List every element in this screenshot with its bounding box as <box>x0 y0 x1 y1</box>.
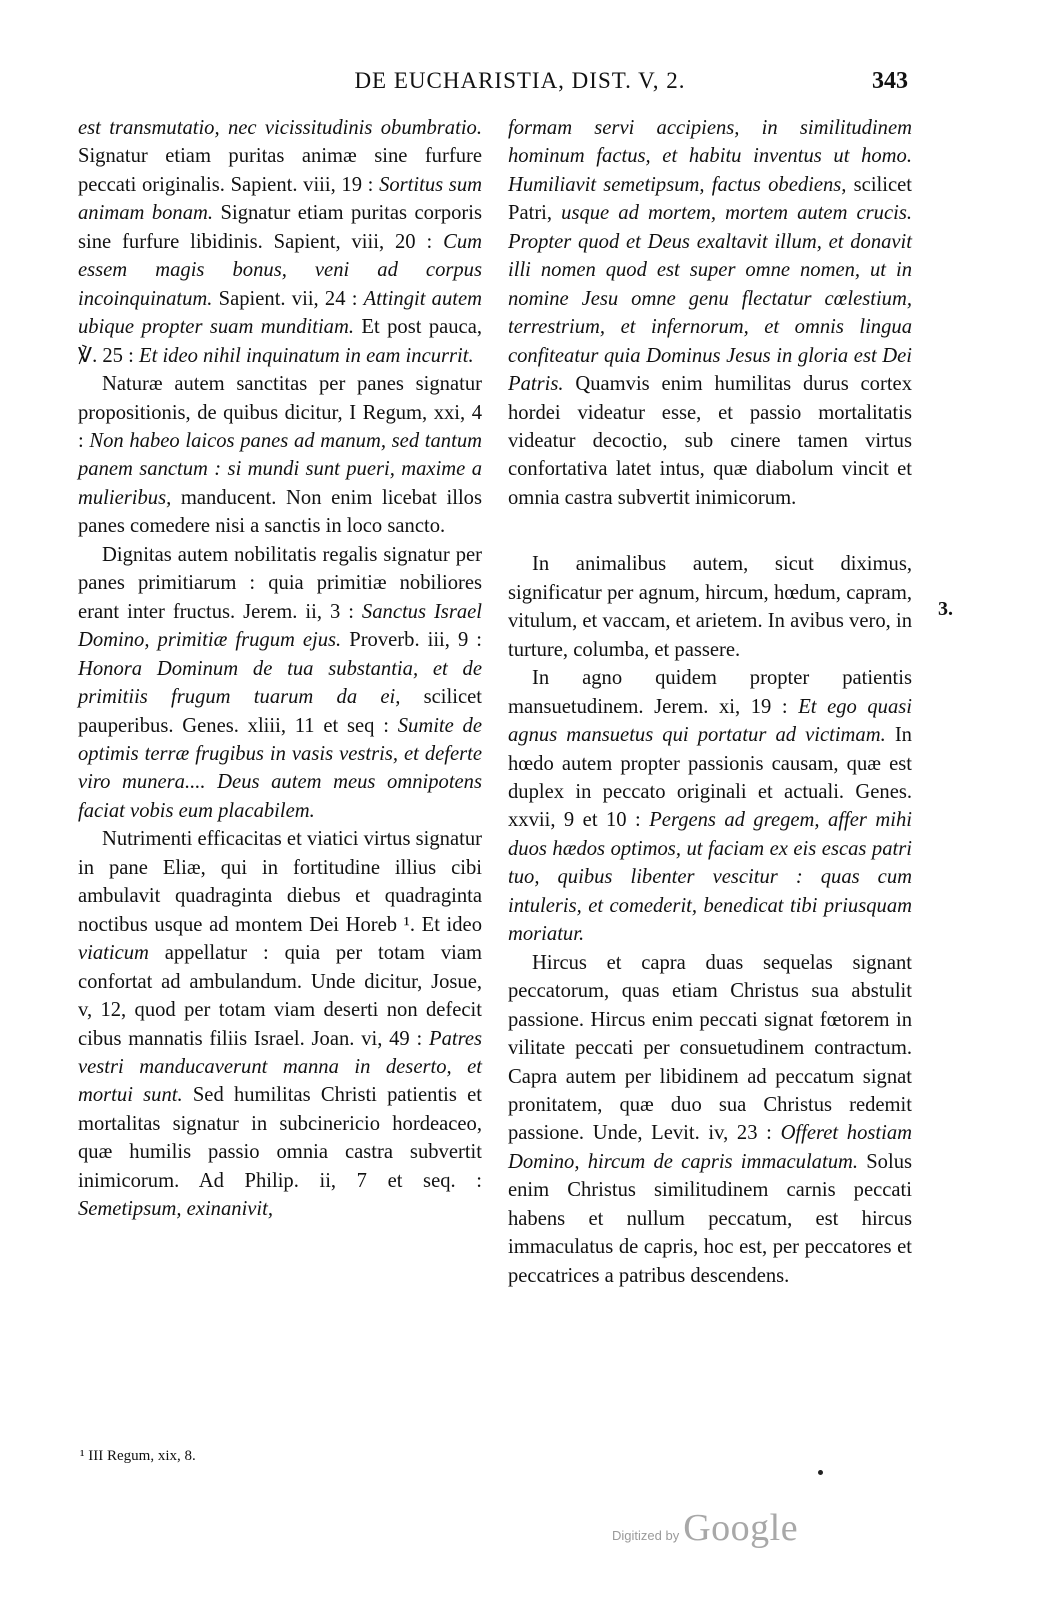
paragraph <box>78 825 482 1223</box>
italic-quotation: viaticum <box>78 942 149 965</box>
digitized-watermark <box>612 1506 798 1550</box>
paragraph <box>78 114 482 370</box>
italic-quotation: Honora Dominum de tua substantia, et de primitiis frugum tuarum da ei, <box>78 657 482 709</box>
text-segment: Nutrimenti efficacitas et viatici virtus signatur in pane Eliæ, qui in fortitudine illius cibi ambulavit quadraginta diebus et quadraginta noctibus usque ad montem Dei Horeb ¹. Et ideo <box>78 828 482 936</box>
text-segment: Sed humilitas Christi patientis et mortalitas signatur in subcinericio hordeaceo, quæ humilis passio omnia castra subvertit inimicorum. Ad Philip. ii, 7 et seq. : <box>78 1084 482 1192</box>
running-head: DE EUCHARISTIA, DIST. V, 2. <box>354 68 686 93</box>
paragraph <box>78 370 482 541</box>
google-logo: Google <box>683 1507 799 1549</box>
italic-quotation: Et ego quasi agnus mansuetus qui portatur ad victimam. <box>508 695 913 747</box>
italic-quotation: formam servi accipiens, in similitudinem hominum factus, et habitu inventus ut homo. Humiliavit semetipsum, factus obediens, <box>508 117 912 196</box>
paragraph <box>78 541 482 826</box>
italic-quotation: Patres vestri manducaverunt manna in deserto, et mortui sunt. <box>78 1027 482 1107</box>
right-column <box>508 114 912 1290</box>
text-segment: Signatur etiam puritas animæ sine furfure peccati originalis. Sapient. viii, 19 : <box>78 145 482 196</box>
italic-quotation: Pergens ad gregem, affer mihi duos hædos optimos, ut faciam ex eis escas patri tuo, quibus libenter vescitur : quas cum intuleris, et comederit, benedicat tibi priusquam moriatur. <box>508 809 912 946</box>
text-segment: Dignitas autem nobilitatis regalis signatur per panes primitiarum : quia primitiæ nobiliores erant inter fructus. Jerem. ii, 3 : <box>78 543 482 623</box>
text-segment: Sapient. vii, 24 : <box>212 287 364 310</box>
text-segment: Solus enim Christus similitudinem carnis peccati habens et nullum peccatum, est hircus immaculatus de capris, hoc est, per peccatores et peccatrices a patribus descendens. <box>508 1150 913 1287</box>
italic-quotation: Sortitus sum animam bonam. <box>78 173 482 225</box>
paragraph <box>508 949 912 1290</box>
text-segment: Hircus et capra duas sequelas signant peccatorum, quas etiam Christus sua abstulit passione. Hircus enim peccati signat fœtorem in vilitate peccati per consuetudinem contractum. Capra autem per libidinem ad peccatum signat pronitatem, quæ duo sua Christus redemit passione. Unde, Levit. iv, 23 : <box>508 951 912 1145</box>
italic-quotation: Et ideo nihil inquinatum in eam incurrit. <box>139 344 474 367</box>
italic-quotation: Semetipsum, exinanivit, <box>78 1198 274 1221</box>
paragraph <box>508 664 912 949</box>
text-segment: Proverb. iii, 9 : <box>341 629 483 652</box>
italic-quotation: Attingit autem ubique propter suam munditiam. <box>78 287 482 339</box>
italic-quotation: Offeret hostiam Domino, hircum de capris immaculatum. <box>508 1122 913 1173</box>
italic-quotation: Sanctus Israel Domino, primitiæ frugum ejus. <box>78 600 482 652</box>
text-segment: manducent. Non enim licebat illos panes comedere nisi a sanctis in loco sancto. <box>78 486 482 538</box>
text-segment: In agno quidem propter patientis mansuetudinem. Jerem. xi, 19 : <box>508 667 912 718</box>
text-segment: Et post pauca, ℣. 25 : <box>78 316 482 367</box>
text-segment: appellatur : quia per totam viam confortat ad ambulandum. Unde dicitur, Josue, v, 12, quod per totam viam deserti non defecit cibus mannatis filiis Israel. Joan. vi, 49 : <box>78 942 482 1050</box>
text-segment: scilicet pauperibus. Genes. xliii, 11 et seq : <box>78 686 482 737</box>
paragraph <box>508 550 912 664</box>
text-segment: scilicet Patri, <box>508 173 912 225</box>
italic-quotation: usque ad mortem, mortem autem crucis. Propter quod et Deus exaltavit illum, et donavit illi nomen quod est super omne nomen, ut in nomine Jesu omne genu flectatur cœlestium, terrestrium, et infernorum, et omnis lingua confiteatur quia Dominus Jesus in gloria est Dei Patris. <box>508 202 912 396</box>
left-column <box>78 114 482 1224</box>
footnote: ¹ III Regum, xix, 8. <box>80 1448 196 1464</box>
paragraph <box>508 114 912 512</box>
section-marker: 3. <box>938 598 953 620</box>
page-number: 343 <box>872 68 908 94</box>
stray-dot <box>818 1470 823 1475</box>
italic-quotation: est transmutatio, nec vicissitudinis obumbratio. <box>78 117 482 139</box>
text-segment: Naturæ autem sanctitas per panes signatur propositionis, de quibus dicitur, I Regum, xxi, 4 : <box>78 373 482 452</box>
text-segment: In hœdo autem propter passionis causam, quæ est duplex in peccato originali et actuali. Genes. xxvii, 9 et 10 : <box>508 724 912 832</box>
italic-quotation: Non habeo laicos panes ad manum, sed tantum panem sanctum : si mundi sunt pueri, maxime a mulieribus, <box>78 429 482 509</box>
italic-quotation: Cum essem magis bonus, veni ad corpus incoinquinatum. <box>78 230 482 310</box>
watermark-prefix: Digitized by <box>612 1528 680 1543</box>
text-segment: Signatur etiam puritas corporis sine furfure libidinis. Sapient, viii, 20 : <box>78 202 483 253</box>
text-segment: In animalibus autem, sicut diximus, significatur per agnum, hircum, hœdum, capram, vitulum, et vaccam, et arietem. In avibus vero, in turture, columba, et passere. <box>508 553 912 661</box>
text-segment: Quamvis enim humilitas durus cortex hordei videatur esse, et passio mortalitatis videatur decoctio, sub cinere tamen virtus confortativa latet intus, quæ diabolum vincit et omnia castra subvertit inimicorum. <box>508 373 912 509</box>
italic-quotation: Sumite de optimis terræ frugibus in vasis vestris, et deferte viro munera.... Deus autem meus omnipotens faciat vobis eum placabilem. <box>78 714 482 822</box>
